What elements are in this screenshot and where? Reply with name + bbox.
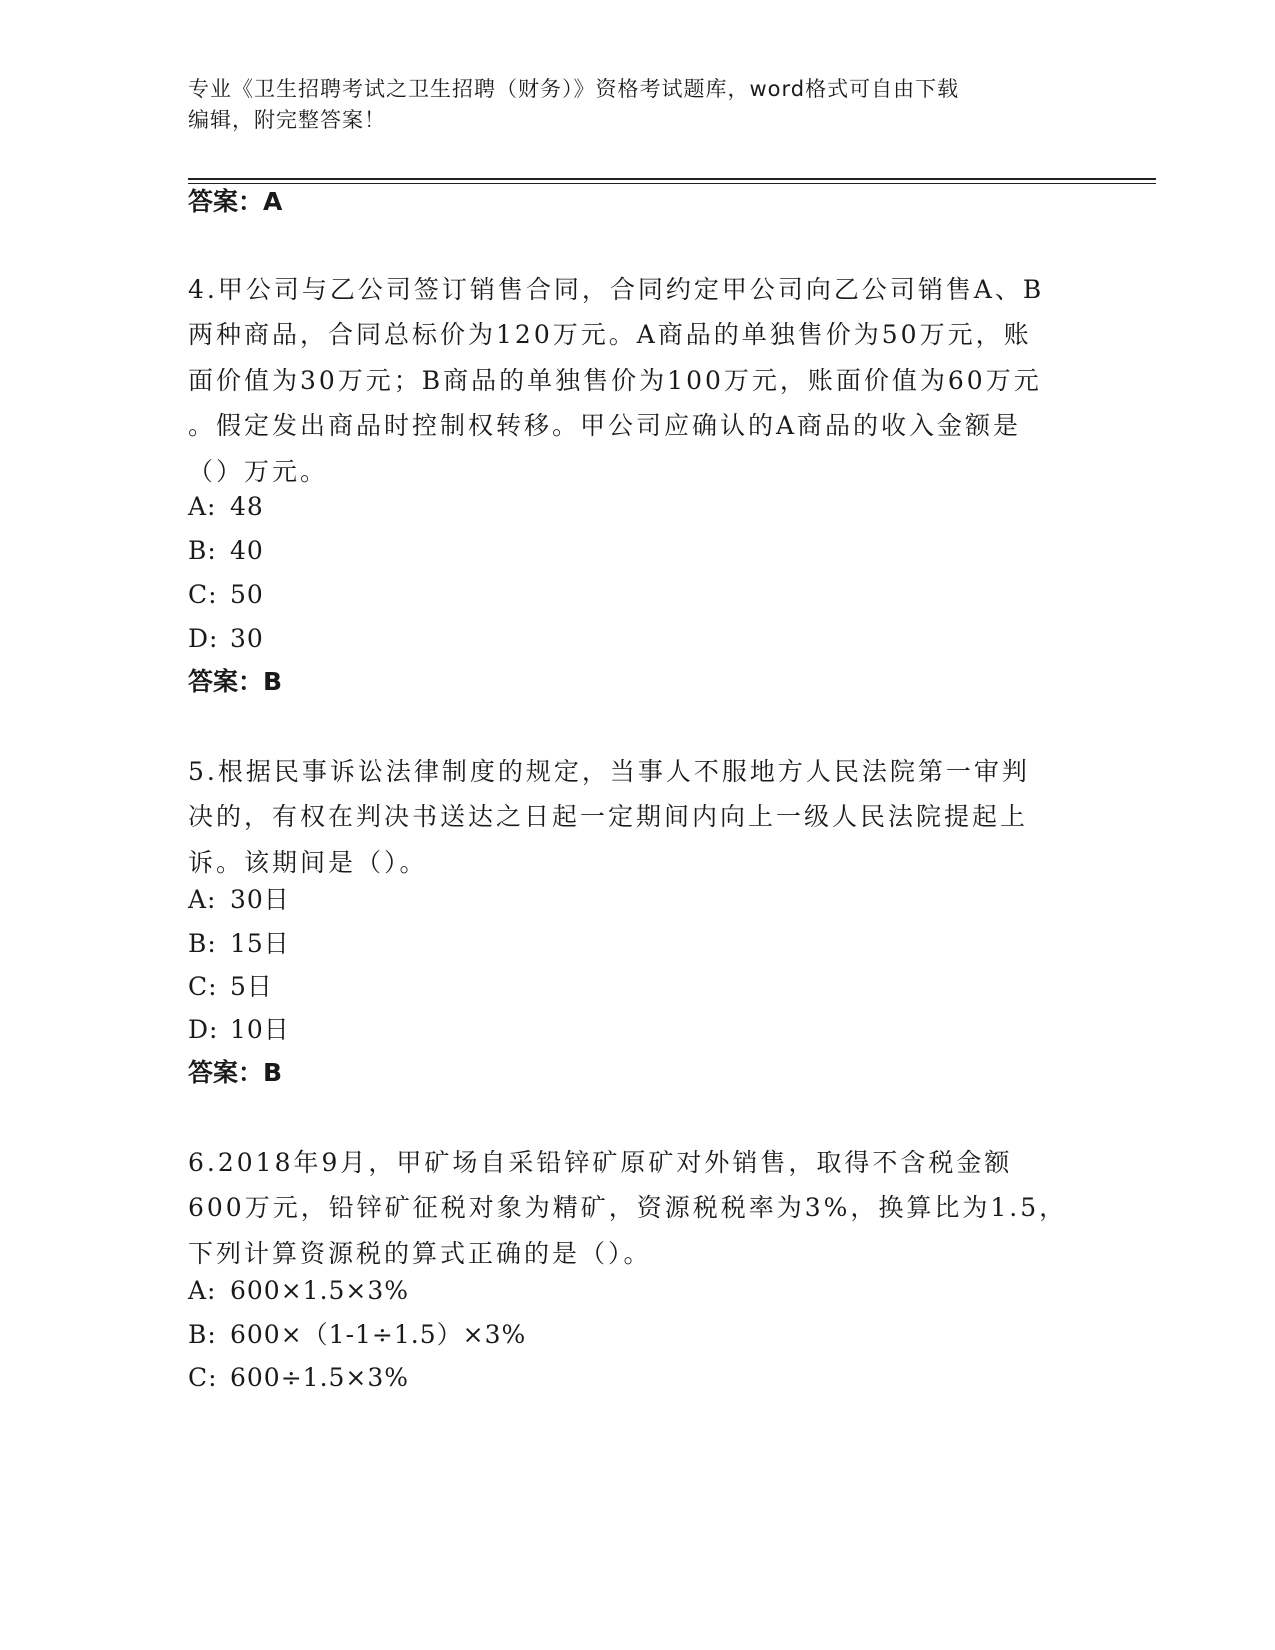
question-5-option-b	[188, 926, 290, 962]
question-5-line: 诉。该期间是（）。	[188, 847, 428, 877]
option-letter: C:	[188, 1363, 218, 1392]
question-6-line: 6.2018年9月，甲矿场自采铅锌矿原矿对外销售，取得不含税金额	[188, 1148, 1013, 1177]
option-letter: D:	[188, 624, 219, 653]
option-text: 5日	[230, 972, 273, 1001]
option-text: 15日	[230, 929, 290, 958]
option-letter: B:	[188, 1320, 217, 1349]
question-4-line: 。假定发出商品时控制权转移。甲公司应确认的A商品的收入金额是	[188, 411, 1022, 441]
question-4-option-c	[188, 577, 264, 613]
option-text: 600÷1.5×3%	[230, 1363, 410, 1392]
question-5-option-d	[188, 1012, 290, 1048]
question-5-line: 决的，有权在判决书送达之日起一定期间内向上一级人民法院提起上	[188, 802, 1029, 832]
header-rule-thick	[188, 178, 1156, 180]
question-6-option-a	[188, 1273, 409, 1309]
option-text: 48	[230, 492, 264, 521]
question-4-option-d	[188, 621, 264, 657]
question-4-option-b	[188, 533, 264, 569]
question-4-answer: 答案：B	[188, 667, 283, 696]
question-5-answer: 答案：B	[188, 1058, 283, 1087]
option-text: 10日	[230, 1015, 290, 1044]
prev-answer: 答案：A	[188, 187, 283, 216]
option-letter: B:	[188, 929, 217, 958]
question-5-option-a	[188, 882, 290, 918]
question-5-option-c	[188, 969, 273, 1005]
option-text: 50	[230, 580, 264, 609]
option-text: 30	[230, 624, 264, 653]
option-text: 600×1.5×3%	[230, 1276, 410, 1305]
option-letter: B:	[188, 536, 217, 565]
question-6-line: 下列计算资源税的算式正确的是（）。	[188, 1238, 652, 1268]
option-letter: C:	[188, 972, 218, 1001]
option-text: 600×（1-1÷1.5）×3%	[230, 1320, 527, 1349]
header-line-1: 专业《卫生招聘考试之卫生招聘（财务）》资格考试题库，word格式可自由下载	[188, 77, 960, 101]
question-4-line: 两种商品，合同总标价为120万元。A商品的单独售价为50万元，账	[188, 320, 1032, 350]
header-line-2: 编辑，附完整答案！	[188, 108, 386, 132]
question-6-line: 600万元，铅锌矿征税对象为精矿，资源税税率为3%，换算比为1.5，	[188, 1193, 1068, 1223]
option-letter: C:	[188, 580, 218, 609]
question-4-line: 4.甲公司与乙公司签订销售合同，合同约定甲公司向乙公司销售A、B	[188, 275, 1045, 304]
option-text: 40	[230, 536, 264, 565]
option-text: 30日	[230, 885, 290, 914]
question-4-line: （）万元。	[188, 456, 329, 486]
page-header	[188, 74, 1068, 136]
question-6-option-b	[188, 1317, 526, 1353]
option-letter: A:	[188, 885, 217, 914]
header-rule-thin	[188, 183, 1156, 184]
option-letter: A:	[188, 1276, 217, 1305]
question-4-option-a	[188, 489, 264, 525]
question-4-text	[188, 267, 1078, 494]
question-6-option-c	[188, 1360, 409, 1396]
question-4-line: 面价值为30万元；B商品的单独售价为100万元，账面价值为60万元	[188, 365, 1042, 395]
question-6-text	[188, 1140, 1078, 1276]
question-5-line: 5.根据民事诉讼法律制度的规定，当事人不服地方人民法院第一审判	[188, 757, 1030, 786]
option-letter: D:	[188, 1015, 219, 1044]
question-5-text	[188, 749, 1078, 885]
option-letter: A:	[188, 492, 217, 521]
